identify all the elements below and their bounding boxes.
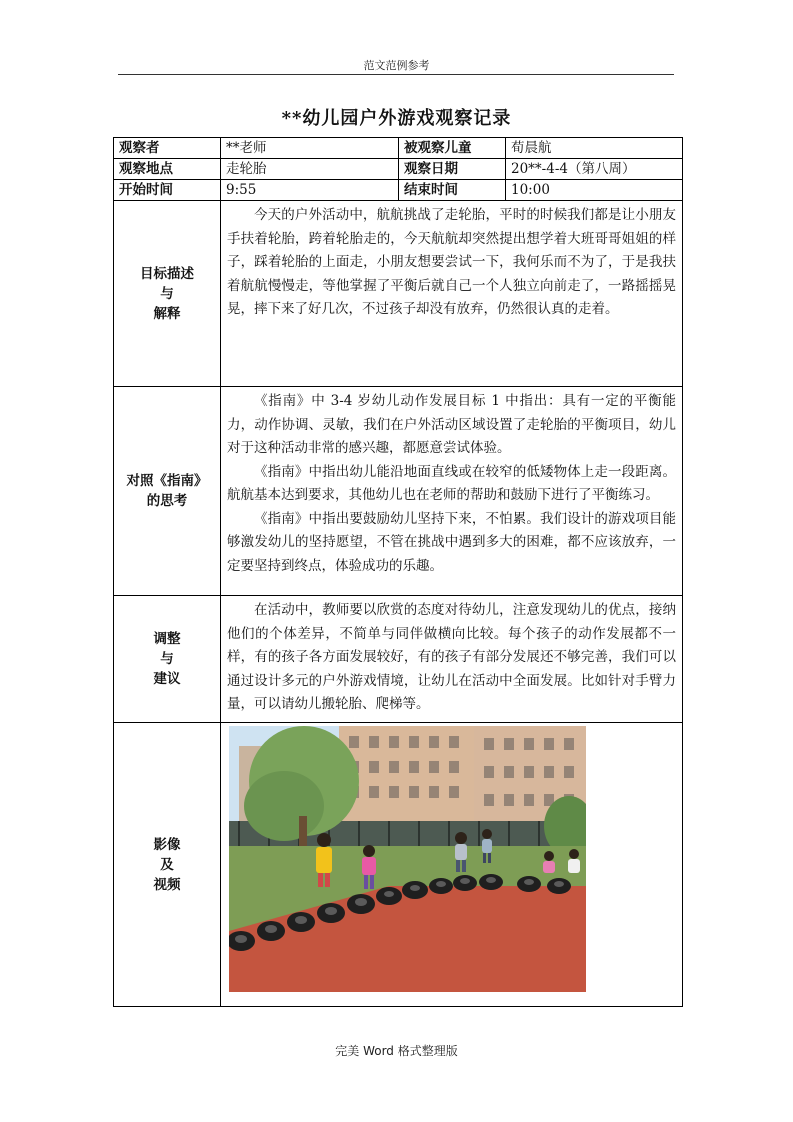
page-footer: 完美 Word 格式整理版 (335, 1044, 458, 1058)
paragraph: 《指南》中 3-4 岁幼儿动作发展目标 1 中指出：具有一定的平衡能力，动作协调、灵敏，我们在户外活动区域设置了走轮胎的平衡项目，幼儿对于这种活动非常的感兴趣，都愿意尝试体验。 (227, 393, 676, 456)
paragraph: 在活动中，教师要以欣赏的态度对待幼儿，注意发现幼儿的优点，接纳他们的个体差异，不简单与同伴做横向比较。每个孩子的动作发展都不一样，有的孩子各方面发展较好，有的孩子有部分发展还不够完善，我们可以通过设计多元的户外游戏情境，让幼儿在活动中全面发展。比如针对手臂力量，可以请幼儿搬轮胎、爬梯等。 (227, 602, 676, 712)
section-adjust (114, 596, 683, 723)
media-section-label: 影像 及 视频 (114, 723, 221, 1007)
info-row-observer (114, 138, 683, 159)
playground-photo (229, 726, 586, 992)
observer-label: 观察者 (114, 138, 221, 159)
media-cell (221, 723, 683, 1007)
child-label: 被观察儿童 (399, 138, 506, 159)
info-row-time (114, 180, 683, 201)
paragraph: 《指南》中指出幼儿能沿地面直线或在较窄的低矮物体上走一段距离。航航基本达到要求，其他幼儿也在老师的帮助和鼓励下进行了平衡练习。 (227, 463, 676, 503)
child-value: 荀晨航 (506, 138, 683, 159)
header-rule (118, 74, 674, 75)
goal-section-label: 目标描述 与 解释 (114, 201, 221, 387)
info-row-place (114, 159, 683, 180)
paragraph: 《指南》中指出要鼓励幼儿坚持下来，不怕累。我们设计的游戏项目能够激发幼儿的坚持愿望，不管在挑战中遇到多大的困难，都不应该放弃，一定要坚持到终点，体验成功的乐趣。 (227, 510, 676, 574)
goal-text (221, 201, 683, 387)
guide-text (221, 387, 683, 596)
observation-table (113, 137, 683, 1007)
start-label: 开始时间 (114, 180, 221, 201)
adjust-text (221, 596, 683, 723)
date-label: 观察日期 (399, 159, 506, 180)
end-label: 结束时间 (399, 180, 506, 201)
document-title: **幼儿园户外游戏观察记录 (281, 108, 512, 129)
place-value: 走轮胎 (221, 159, 399, 180)
page-header: 范文范例参考 (363, 59, 430, 72)
observer-value: **老师 (221, 138, 399, 159)
section-media (114, 723, 683, 1007)
end-value: 10:00 (506, 180, 683, 201)
section-goal (114, 201, 683, 387)
paragraph: 今天的户外活动中，航航挑战了走轮胎，平时的时候我们都是让小朋友手扶着轮胎，跨着轮胎走的，今天航航却突然提出想学着大班哥哥姐姐的样子，踩着轮胎的上面走，小朋友想要尝试一下，我何乐而不为了，于是我扶着航航慢慢走，等他掌握了平衡后就自己一个人独立向前走了，一路摇摇晃晃，摔下来了好几次，不过孩子却没有放弃，仍然很认真的走着。 (227, 207, 676, 317)
guide-section-label: 对照《指南》 的思考 (114, 387, 221, 596)
adjust-section-label: 调整 与 建议 (114, 596, 221, 723)
date-value: 20**-4-4（第八周） (506, 159, 683, 180)
section-guide (114, 387, 683, 596)
start-value: 9:55 (221, 180, 399, 201)
place-label: 观察地点 (114, 159, 221, 180)
